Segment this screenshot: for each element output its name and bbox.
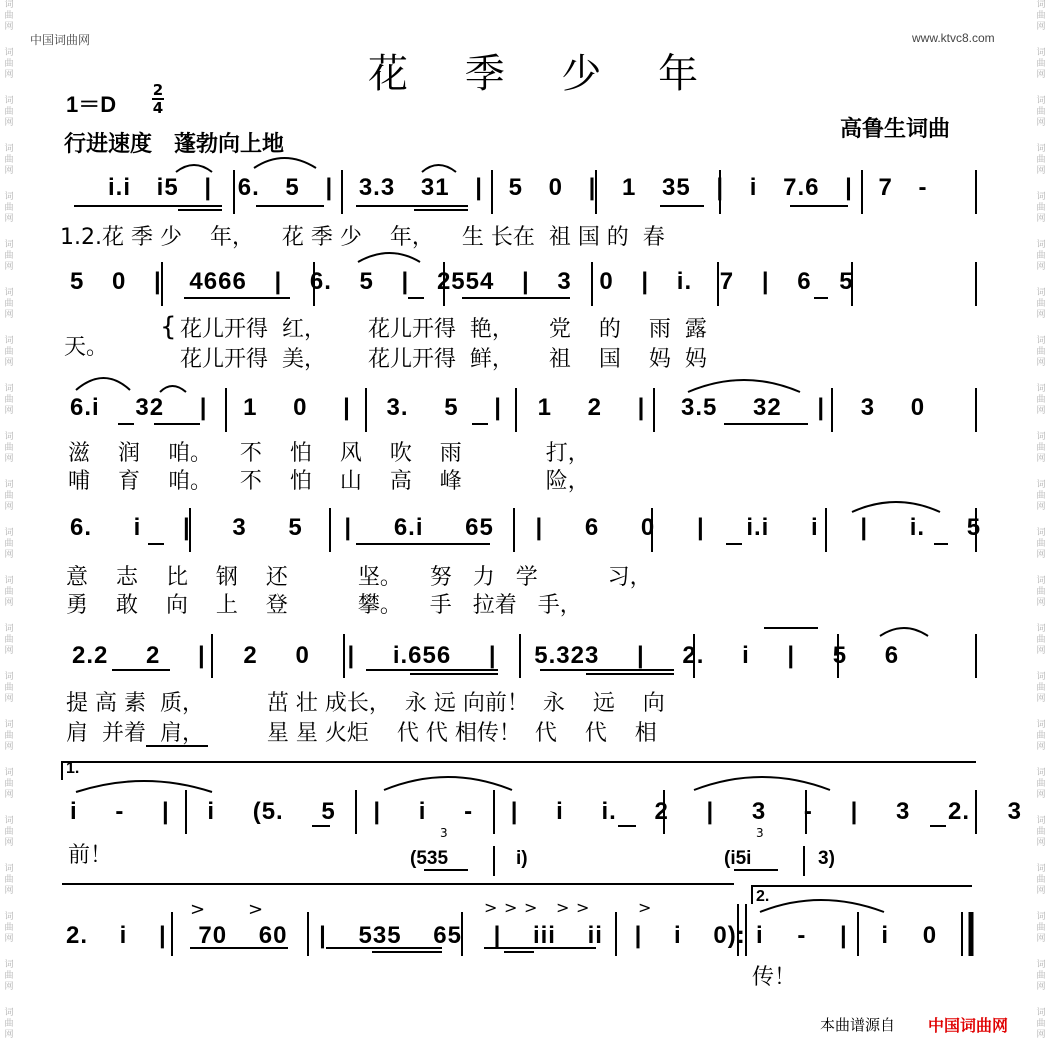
score-row-5-lyrics-verse1: 提 高 素 质， 茁 壮 成长， 永 远 向前！ 永 远 向	[66, 691, 665, 716]
second-ending-notes: i - | i 0	[756, 922, 938, 949]
score-row-3-lyrics-verse2: 哺 育 咱。 不 怕 山 高 峰 险，	[68, 469, 590, 494]
second-ending-mark: 2.	[756, 888, 770, 905]
score-row-2-lyrics-verse2: 花儿开得 美， 花儿开得 鲜， 祖 国 妈 妈	[180, 347, 707, 372]
svg-text:>: >	[248, 899, 264, 920]
score-row-4-lyrics-verse1: 意 志 比 钢 还 坚。 努 力 学 习，	[66, 565, 652, 590]
triplet-group-b: (i5i	[724, 848, 752, 869]
score-row-4-notes: 6. i | 3 5 | 6.i 65 | 6 0 | i.i i | i. 5	[70, 514, 982, 541]
score-row-1-lyrics: 1.2.花 季 少 年， 花 季 少 年， 生 长在 祖 国 的 春	[60, 225, 665, 250]
first-ending-mark: 1.	[66, 760, 80, 777]
score-row-2-notes: 5 0 | 4666 | 6. 5 | 2554 | 3 0 | i. 7 | 6 5	[70, 268, 854, 295]
side-watermark-right: 词 曲 网 词 曲 网 词 曲 网 词 曲 网 词 曲 网 词 曲 网 词 曲 网 词 曲 网 词 曲 网 词 曲 网 词 曲 网 词 曲 网 词 曲 网 词 曲 网 词 曲 网 词 曲 网 词 曲 网 词 曲 网 词 曲 网 词 曲 网 词 曲 网 词 曲 网	[1036, 0, 1046, 1040]
svg-text:>: >	[556, 898, 570, 917]
svg-text:>: >	[504, 898, 518, 917]
source-site-link[interactable]: 中国词曲网	[928, 1016, 1009, 1035]
source-label: 本曲谱源自	[820, 1016, 896, 1034]
site-url-header: www.ktvc8.com	[912, 31, 995, 45]
score-row-6-notes: i - | i (5. 5 | i - | i i. 2 | 3 - | 3 2. 3	[70, 798, 1023, 825]
key-signature: 1＝D	[66, 92, 117, 117]
svg-text:>: >	[484, 898, 498, 917]
composer-credit: 高鲁生词曲	[840, 117, 951, 142]
svg-text:>: >	[638, 898, 652, 917]
score-row-2-lyrics-start: 天。	[64, 335, 109, 360]
svg-text:>: >	[524, 898, 538, 917]
site-name-header: 中国词曲网	[30, 33, 91, 47]
svg-text:>: >	[190, 899, 206, 920]
score-row-5-lyrics-verse2: 肩 并着 肩， 星 星 火炬 代 代 相传！ 代 代 相	[66, 721, 657, 746]
triplet-number-a: 3	[440, 826, 448, 840]
svg-text:>: >	[576, 898, 590, 917]
score-row-6-lyrics: 前！	[68, 843, 113, 868]
score-row-7-notes: 2. i | 70 60 | 535 65 | iii ii | i 0):	[66, 922, 746, 949]
time-signature: 2 4	[152, 81, 164, 117]
score-row-7-lyrics: 传！	[752, 965, 797, 990]
score-row-2-lyrics-verse1: 花儿开得 红， 花儿开得 艳， 党 的 雨 露	[180, 317, 707, 342]
score-row-5-notes: 2.2 2 | 2 0 | i.656 | 5.323 | 2. i | 5 6	[72, 642, 900, 669]
score-row-3-notes: 6.i 32 | 1 0 | 3. 5 | 1 2 | 3.5 32 | 3 0	[70, 394, 926, 421]
lyric-brace: {	[160, 312, 177, 342]
song-title: 花 季 少 年	[368, 51, 721, 97]
triplet-number-b: 3	[756, 826, 764, 840]
triplet-group-a: (535	[410, 848, 449, 869]
triplet-group-a-end: i)	[516, 848, 528, 869]
tempo-marking: 行进速度 蓬勃向上地	[64, 132, 285, 157]
side-watermark-left: 词 曲 网 词 曲 网 词 曲 网 词 曲 网 词 曲 网 词 曲 网 词 曲 网 词 曲 网 词 曲 网 词 曲 网 词 曲 网 词 曲 网 词 曲 网 词 曲 网 词 曲 网 词 曲 网 词 曲 网 词 曲 网 词 曲 网 词 曲 网 词 曲 网 词 曲 网	[4, 0, 14, 1040]
triplet-group-b-end: 3)	[818, 848, 835, 869]
score-row-1-notes: i.i i5 | 6. 5 | 3.3 31 | 5 0 | 1 35 | i 7.6 | 7 -	[108, 174, 928, 201]
score-row-4-lyrics-verse2: 勇 敢 向 上 登 攀。 手 拉着 手，	[66, 593, 582, 618]
score-row-3-lyrics-verse1: 滋 润 咱。 不 怕 风 吹 雨 打，	[68, 441, 590, 466]
